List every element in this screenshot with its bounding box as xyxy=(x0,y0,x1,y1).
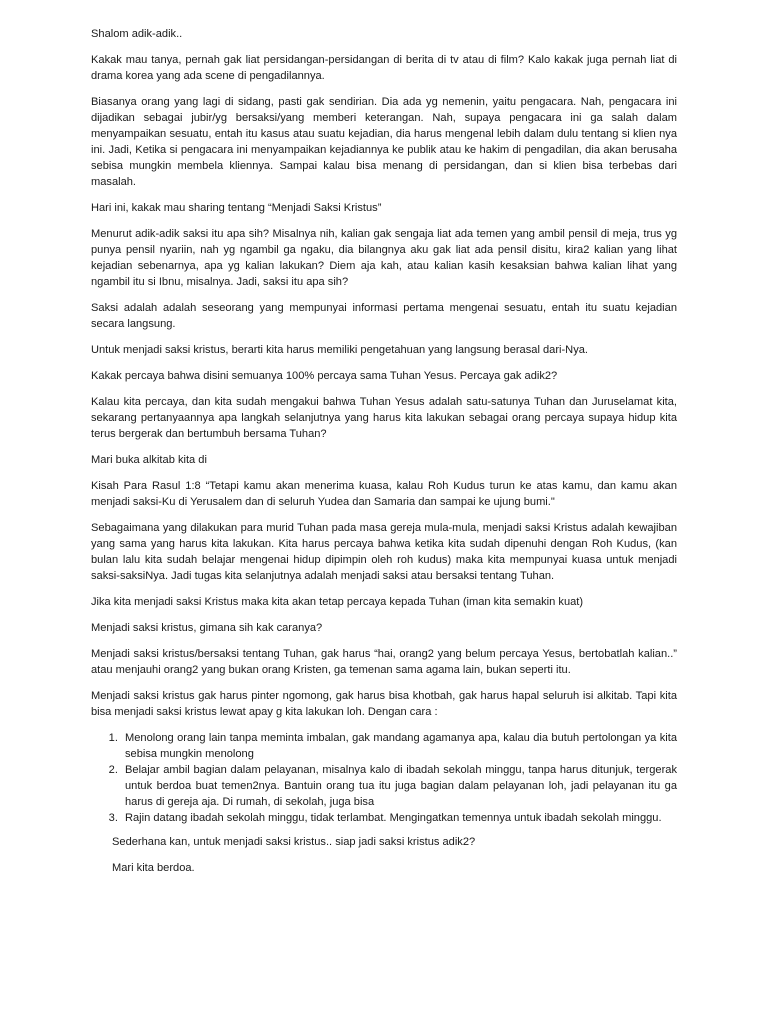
paragraph: Untuk menjadi saksi kristus, berarti kita harus memiliki pengetahuan yang langsung berasal dari-Nya. xyxy=(91,344,588,356)
bible-verse: Kisah Para Rasul 1:8 “Tetapi kamu akan menerima kuasa, kalau Roh Kudus turun ke atas kamu, dan kamu akan menjadi saksi-Ku di Yerusalem dan di seluruh Yudea dan Samaria dan sampai ke ujung bumi." xyxy=(91,480,677,508)
paragraph: Kalau kita percaya, dan kita sudah mengakui bahwa Tuhan Yesus adalah satu-satunya Tuhan dan Juruselamat kita, sekarang pertanyaannya apa langkah selanjutnya yang harus kita lakukan sebagai orang percaya supaya hidup kita terus bergerak dan bertumbuh bersama Tuhan? xyxy=(91,396,677,440)
numbered-list xyxy=(91,730,677,826)
paragraph: Biasanya orang yang lagi di sidang, pasti gak sendirian. Dia ada yg nemenin, yaitu pengacara. Nah, pengacara ini dijadikan sebagai jubir/yg bersaksi/yang memberi keterangan. Nah, supaya pengacara ini ga salah dalam menyampaikan sesuatu, entah itu kasus atau suatu kejadian, dia harus mengenal lebih dalam dulu tentang si klien nya ini. Jadi, Ketika si pengacara ini menyampaikan kejadiannya ke publik atau ke hakim di pengadilan, dia akan berusaha sebisa mungkin membela kliennya. Sampai kalau bisa menang di persidangan, dan si klien bisa terbebas dari masalah. xyxy=(91,96,677,188)
paragraph: Sebagaimana yang dilakukan para murid Tuhan pada masa gereja mula-mula, menjadi saksi Kristus adalah kewajiban yang sama yang harus kita lakukan. Kita harus percaya bahwa ketika kita sudah dipenuhi dengan Roh Kudus, (kan bulan lalu kita sudah belajar mengenai hidup dipimpin oleh roh kudus) maka kita mempunyai kuasa untuk menjadi saksi-saksiNya. Jadi tugas kita selanjutnya adalah menjadi saksi atau bersaksi tentang Tuhan. xyxy=(91,522,677,582)
closing-line: Mari kita berdoa. xyxy=(112,862,195,874)
paragraph: Menjadi saksi kristus, gimana sih kak caranya? xyxy=(91,622,323,634)
paragraph: Menjadi saksi kristus/bersaksi tentang Tuhan, gak harus “hai, orang2 yang belum percaya Yesus, bertobatlah kalian..” atau menjauhi orang2 yang bukan orang Kristen, ga temenan sama agama lain, bukan seperti itu. xyxy=(91,648,677,676)
greeting: Shalom adik-adik.. xyxy=(91,28,183,40)
list-item: 1. Menolong orang lain tanpa meminta imbalan, gak mandang agamanya apa, kalau dia butuh pertolongan ya kita sebisa mungkin menolong xyxy=(121,730,677,762)
list-item: 3. Rajin datang ibadah sekolah minggu, tidak terlambat. Mengingatkan temennya untuk ibadah sekolah minggu. xyxy=(121,810,677,826)
paragraph: Kakak mau tanya, pernah gak liat persidangan-persidangan di berita di tv atau di film? Kalo kakak juga pernah liat di drama korea yang ada scene di pengadilannya. xyxy=(91,54,677,82)
paragraph: Saksi adalah adalah seseorang yang mempunyai informasi pertama mengenai sesuatu, entah itu suatu kejadian secara langsung. xyxy=(91,302,677,330)
paragraph: Hari ini, kakak mau sharing tentang “Menjadi Saksi Kristus” xyxy=(91,202,382,214)
paragraph: Mari buka alkitab kita di xyxy=(91,454,207,466)
list-item: 2. Belajar ambil bagian dalam pelayanan, misalnya kalo di ibadah sekolah minggu, tanpa harus ditunjuk, tergerak untuk berdoa buat temen2nya. Bantuin orang tua itu juga bagian dalam pelayanan loh, jadi pelayanan itu ga harus di gereja aja. Di rumah, di sekolah, juga bisa xyxy=(121,762,677,810)
closing-line: Sederhana kan, untuk menjadi saksi kristus.. siap jadi saksi kristus adik2? xyxy=(112,836,476,848)
paragraph: Kakak percaya bahwa disini semuanya 100% percaya sama Tuhan Yesus. Percaya gak adik2? xyxy=(91,370,558,382)
paragraph: Menurut adik-adik saksi itu apa sih? Misalnya nih, kalian gak sengaja liat ada temen yang ambil pensil di meja, trus yg punya pensil nyariin, nah yg ngambil ga ngaku, dia bilangnya aku gak liat ada pensil disitu, kira2 kalian yang lihat kejadian sebenarnya, apa yg kalian lakukan? Diem aja kah, atau kalian kasih kesaksian bahwa kalian lihat yang ngambil itu si Ibnu, misalnya. Jadi, saksi itu apa sih? xyxy=(91,228,677,288)
paragraph: Menjadi saksi kristus gak harus pinter ngomong, gak harus bisa khotbah, gak harus hapal seluruh isi alkitab. Tapi kita bisa menjadi saksi kristus lewat apay g kita lakukan loh. Dengan cara : xyxy=(91,690,677,718)
document-body xyxy=(91,26,677,886)
paragraph: Jika kita menjadi saksi Kristus maka kita akan tetap percaya kepada Tuhan (iman kita semakin kuat) xyxy=(91,596,584,608)
